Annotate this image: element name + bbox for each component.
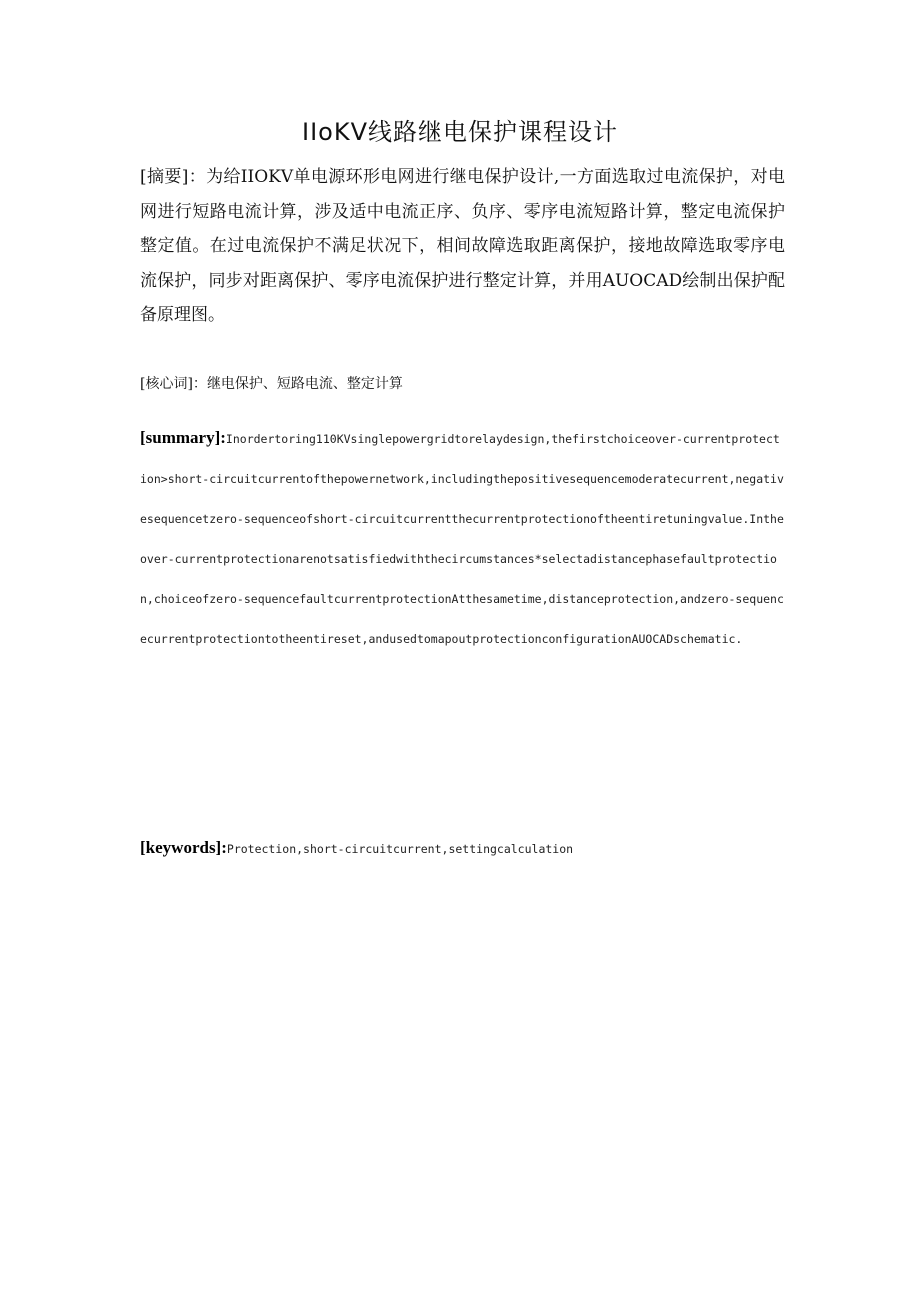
summary-text: Inordertoring110KVsinglepowergridtorelaydesign,thefirstchoiceover-currentprotection>short-circuitcurrentofthepowernetwork,includingthepositivesequencemoderatecurrent,negativesequencetzero-sequenceofshort-circuitcurrentthecurrentprotectionoftheentiretuningvalue.Intheover-currentprotectionarenotsatisfiedwiththecircumstances*selectadistancephasefaultprotection,choiceofzero-sequencefaultcurrentprotectionAtthesametime,distanceprotection,andzero-sequencecurrentprotectiontotheentireset,andusedtomapoutprotectionconfigurationAUOCADschematic. bbox=[140, 432, 784, 647]
keywords-en-text: Protection,short-circuitcurrent,settingcalculation bbox=[226, 842, 574, 856]
abstract-cn-text: 为给IIOKV单电源环形电网进行继电保护设计,一方面选取过电流保护，对电网进行短路电流计算，涉及适中电流正序、负序、零序电流短路计算，整定电流保护整定值。在过电流保护不满足状况下，相间故障选取距离保护，接地故障选取零序电流保护，同步对距离保护、零序电流保护进行整定计算，并用AUOCAD绘制出保护配备原理图。 bbox=[140, 167, 786, 325]
summary-en bbox=[140, 418, 785, 660]
abstract-cn bbox=[140, 160, 785, 333]
summary-label: [summary]: bbox=[140, 428, 226, 447]
keywords-en-label: [keywords]: bbox=[140, 838, 227, 857]
abstract-cn-label: [摘要]： bbox=[140, 167, 207, 187]
keywords-cn-text: 继电保护、短路电流、整定计算 bbox=[206, 376, 403, 392]
document-title: IIoKV线路继电保护课程设计 bbox=[302, 118, 618, 146]
keywords-en bbox=[140, 838, 573, 858]
keywords-cn-label: [核心词]： bbox=[140, 376, 207, 392]
keywords-cn bbox=[140, 373, 403, 393]
